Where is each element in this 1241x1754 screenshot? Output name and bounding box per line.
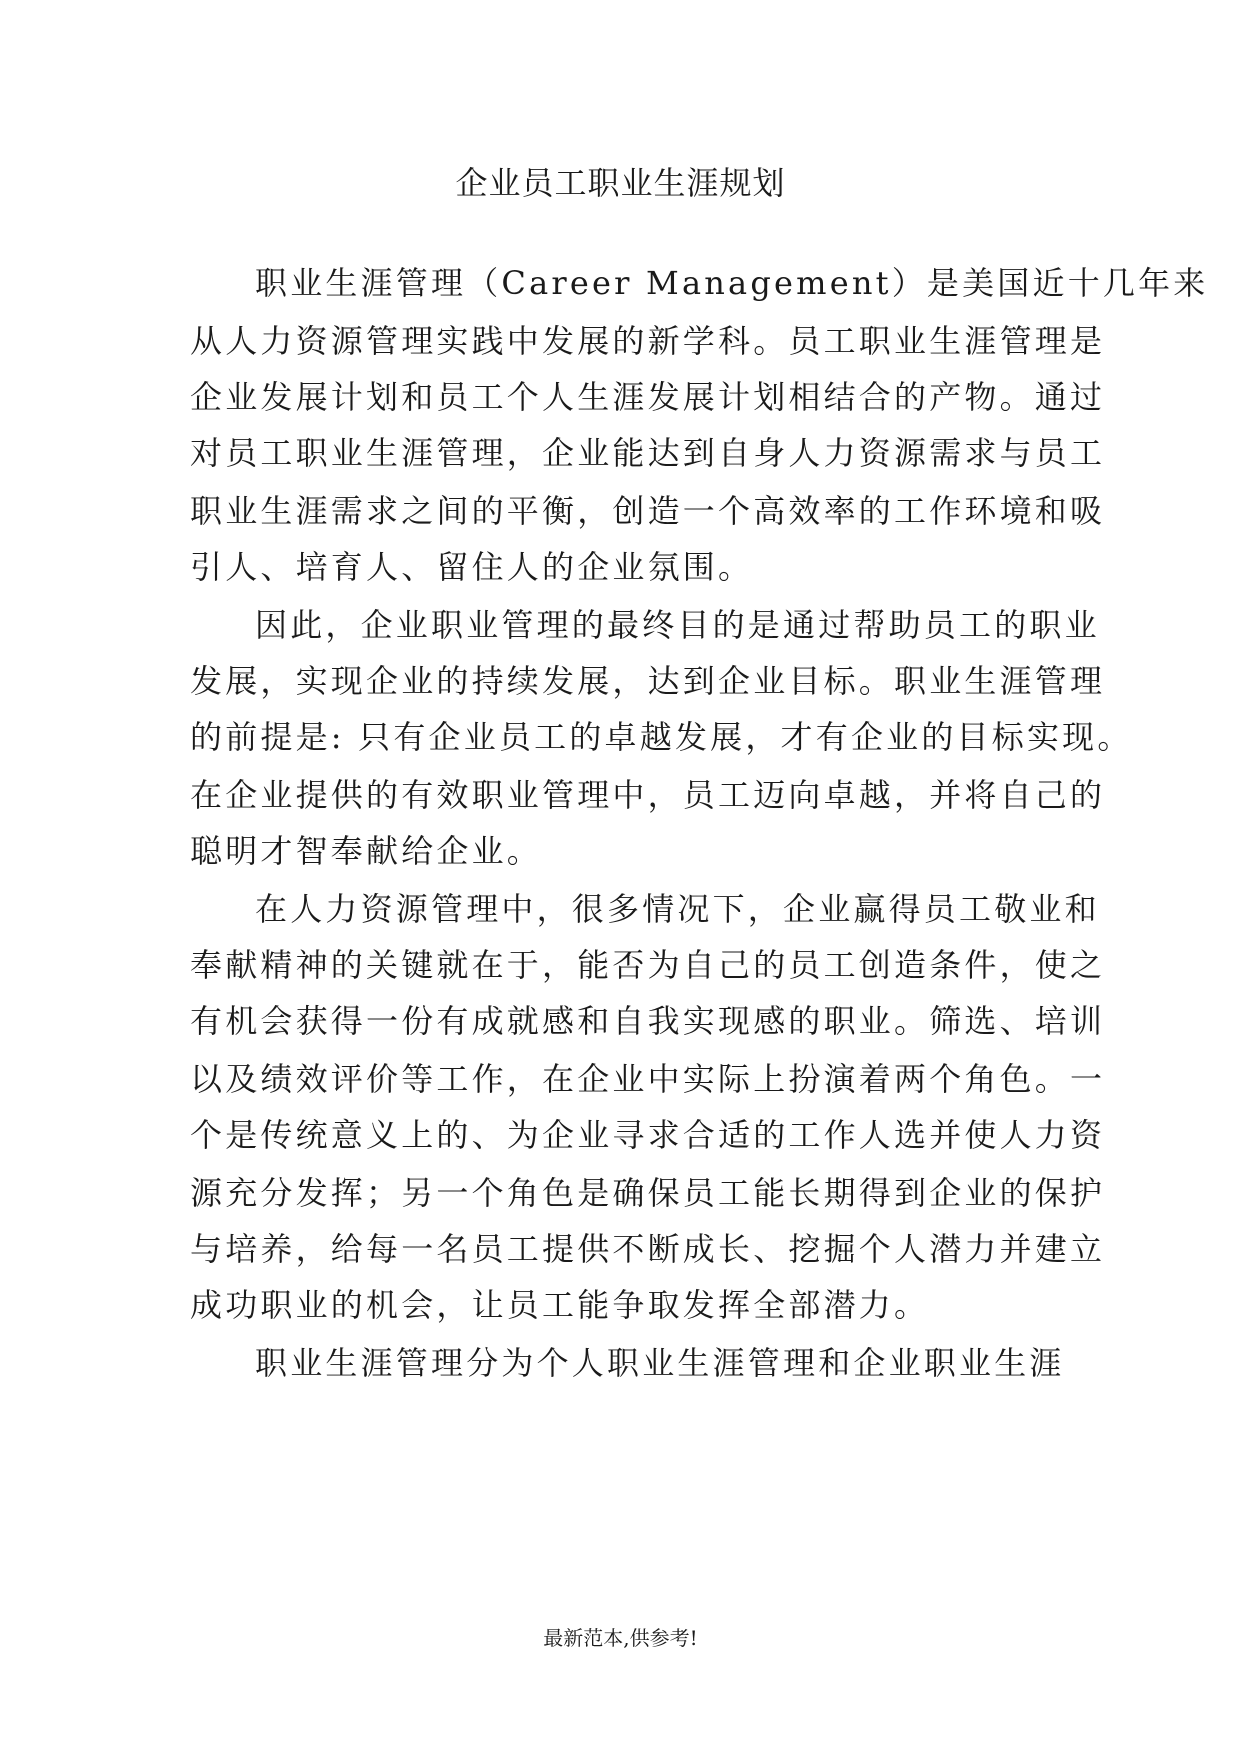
- paragraph-1-line-1: 职业生涯管理（Career Management）是美国近十几年来: [255, 264, 1209, 302]
- paragraph-1-line-6: 引人、培育人、留住人的企业氛围。: [190, 548, 754, 586]
- paragraph-3-line-4: 以及绩效评价等工作，在企业中实际上扮演着两个角色。一: [190, 1060, 1106, 1098]
- paragraph-2-line-2: 发展，实现企业的持续发展，达到企业目标。职业生涯管理: [190, 662, 1106, 700]
- paragraph-2-line-4: 在企业提供的有效职业管理中，员工迈向卓越，并将自己的: [190, 776, 1106, 814]
- paragraph-2-line-5: 聪明才智奉献给企业。: [190, 832, 543, 870]
- paragraph-1-line-4: 对员工职业生涯管理，企业能达到自身人力资源需求与员工: [190, 434, 1106, 472]
- paragraph-1-line-3: 企业发展计划和员工个人生涯发展计划相结合的产物。通过: [190, 378, 1106, 416]
- paragraph-2-line-3: 的前提是: 只有企业员工的卓越发展，才有企业的目标实现。: [190, 718, 1133, 756]
- paragraph-1-line-2: 从人力资源管理实践中发展的新学科。员工职业生涯管理是: [190, 322, 1106, 360]
- paragraph-3-line-8: 成功职业的机会，让员工能争取发挥全部潜力。: [190, 1286, 930, 1324]
- paragraph-3-line-1: 在人力资源管理中，很多情况下，企业赢得员工敬业和: [255, 890, 1100, 928]
- paragraph-3-line-7: 与培养，给每一名员工提供不断成长、挖掘个人潜力并建立: [190, 1230, 1106, 1268]
- paragraph-1-line-5: 职业生涯需求之间的平衡，创造一个高效率的工作环境和吸: [190, 492, 1106, 530]
- paragraph-3-line-5: 个是传统意义上的、为企业寻求合适的工作人选并使人力资: [190, 1116, 1106, 1154]
- document-title: 企业员工职业生涯规划: [455, 164, 786, 202]
- paragraph-3-line-3: 有机会获得一份有成就感和自我实现感的职业。筛选、培训: [190, 1002, 1106, 1040]
- paragraph-3-line-6: 源充分发挥；另一个角色是确保员工能长期得到企业的保护: [190, 1174, 1106, 1212]
- paragraph-4-line-1: 职业生涯管理分为个人职业生涯管理和企业职业生涯: [255, 1344, 1065, 1382]
- page-footer: 最新范本,供参考!: [543, 1626, 698, 1650]
- paragraph-3-line-2: 奉献精神的关键就在于，能否为自己的员工创造条件，使之: [190, 946, 1106, 984]
- paragraph-2-line-1: 因此，企业职业管理的最终目的是通过帮助员工的职业: [255, 606, 1100, 644]
